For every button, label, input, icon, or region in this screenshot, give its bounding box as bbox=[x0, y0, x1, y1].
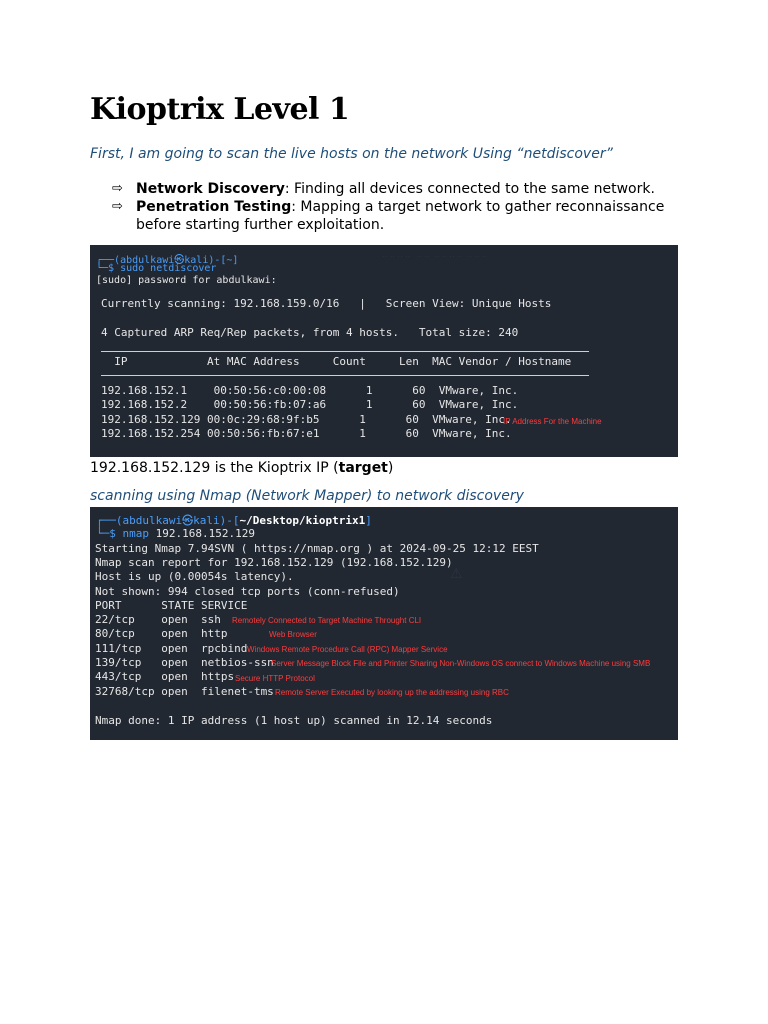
netdiscover-screenshot: ·· ·· ·· ·· ·· ·· ·· ·· ·· ·· ·· ·· ·· ┌──(abdulkawi㉿kali)-[~] └─$ sudo netdiscover [sudo] password for abdulkawi: Currently scanning: 192.168.159.0/16 | Screen View: Unique Hosts 4 Captured ARP Req/Rep packets, from 4 hosts. Total size: 240 IP At MAC Address Count Len MAC Vendor / Hostname 192.168.152.1 00:50:56:c0:00:08 1 60 VMware, Inc. 192.168.152.2 00:50:56:fb:07:a6 1 60 VMware, Inc. 192.168.152.129 00:0c:29:68:9f:b5 1 60 VMware, Inc. IP Address For the Machine 192.168.152.254 00:50:56:fb:67:e1 1 60 VMware, Inc. bbox=[90, 245, 678, 457]
annotation: Windows Remote Procedure Call (RPC) Mapper Service bbox=[247, 645, 448, 654]
output-line: Host is up (0.00054s latency). bbox=[95, 570, 294, 583]
bullet-text: : Mapping a target network to gather reconnaissance before starting further exploitation. bbox=[136, 199, 665, 233]
output-line: Not shown: 994 closed tcp ports (conn-refused) bbox=[95, 585, 400, 598]
table-row: 192.168.152.254 00:50:56:fb:67:e1 1 60 VMware, Inc. bbox=[101, 427, 512, 440]
port-row: 80/tcp open http bbox=[95, 627, 228, 640]
divider bbox=[101, 375, 589, 376]
section-subheading: scanning using Nmap (Network Mapper) to network discovery bbox=[90, 488, 524, 504]
annotation: IP Address For the Machine bbox=[503, 417, 602, 426]
port-row: 443/tcp open https bbox=[95, 670, 235, 683]
captured-summary: 4 Captured ARP Req/Rep packets, from 4 hosts. Total size: 240 bbox=[101, 326, 519, 339]
output-line: Nmap scan report for 192.168.152.129 (192.168.152.129) bbox=[95, 556, 453, 569]
bullet-term: Network Discovery bbox=[136, 181, 285, 197]
scan-summary: Nmap done: 1 IP address (1 host up) scanned in 12.14 seconds bbox=[95, 714, 493, 727]
target-caption: 192.168.152.129 is the Kioptrix IP (target) bbox=[90, 460, 394, 476]
sudo-prompt: [sudo] password for abdulkawi: bbox=[96, 275, 277, 286]
bullet-term: Penetration Testing bbox=[136, 199, 292, 215]
scan-status: Currently scanning: 192.168.159.0/16 | Screen View: Unique Hosts bbox=[101, 297, 552, 310]
list-item bbox=[112, 180, 696, 198]
annotation: Secure HTTP Protocol bbox=[235, 674, 315, 683]
prompt-line: ┌──(abdulkawi㉿kali)-[~] bbox=[96, 255, 239, 266]
divider bbox=[101, 351, 589, 352]
table-row: 192.168.152.129 00:0c:29:68:9f:b5 1 60 VMware, Inc. bbox=[101, 413, 512, 426]
table-row: 192.168.152.1 00:50:56:c0:00:08 1 60 VMware, Inc. bbox=[101, 384, 519, 397]
annotation: Remote Server Executed by looking up the addressing using RBC bbox=[275, 688, 509, 697]
arrow-icon: ⇨ bbox=[112, 181, 123, 196]
output-line: Starting Nmap 7.94SVN ( https://nmap.org ) at 2024-09-25 12:12 EEST bbox=[95, 542, 539, 555]
prompt-line: ┌──(abdulkawi㉿kali)-[~/Desktop/kioptrix1] bbox=[96, 514, 372, 527]
command-line: └─$ sudo netdiscover bbox=[96, 263, 217, 274]
port-row: 32768/tcp open filenet-tms bbox=[95, 685, 274, 698]
annotation: Web Browser bbox=[269, 630, 317, 639]
bullet-text: : Finding all devices connected to the same network. bbox=[284, 181, 655, 197]
annotation: Remotely Connected to Target Machine Throught CLI bbox=[232, 616, 422, 625]
table-row: 192.168.152.2 00:50:56:fb:07:a6 1 60 VMware, Inc. bbox=[101, 398, 519, 411]
command-line: └─$ nmap 192.168.152.129 bbox=[96, 527, 255, 540]
list-item bbox=[112, 198, 696, 234]
port-row: 139/tcp open netbios-ssn bbox=[95, 656, 274, 669]
port-row: 111/tcp open rpcbind bbox=[95, 642, 248, 655]
port-row: 22/tcp open ssh bbox=[95, 613, 221, 626]
bullet-list bbox=[112, 180, 696, 234]
page-title: Kioptrix Level 1 bbox=[90, 92, 350, 127]
output-line: PORT STATE SERVICE bbox=[95, 599, 248, 612]
target-label: target bbox=[338, 460, 388, 476]
annotation: Server Message Block File and Printer Sharing Non-Windows OS connect to Windows Machine using SMB bbox=[271, 659, 651, 668]
table-header: IP At MAC Address Count Len MAC Vendor / Hostname bbox=[101, 355, 572, 368]
nmap-screenshot: ⚠ ┌──(abdulkawi㉿kali)-[~/Desktop/kioptrix1] └─$ nmap 192.168.152.129 Starting Nmap 7.94SVN ( https://nmap.org ) at 2024-09-25 12:12 EEST Nmap scan report for 192.168.152.129 (192.168.152.129) Host is up (0.00054s latency). Not shown: 994 closed tcp ports (conn-refused) PORT STATE SERVICE 22/tcp open ssh Remotely Connected to Target Machine Throught CLI 80/tcp open http Web Browser 111/tcp open rpcbind Windows Remote Procedure Call (RPC) Mapper Service 139/tcp open netbios-ssn Server Message Block File and Printer Sharing Non-Windows OS connect to Windows Machine using SMB 443/tcp open https Secure HTTP Protocol 32768/tcp open filenet-tms Remote Server Executed by looking up the addressing using RBC Nmap done: 1 IP address (1 host up) scanned in 12.14 seconds bbox=[90, 507, 678, 740]
arrow-icon: ⇨ bbox=[112, 199, 123, 214]
intro-text: First, I am going to scan the live hosts on the network Using “netdiscover” bbox=[90, 146, 613, 162]
